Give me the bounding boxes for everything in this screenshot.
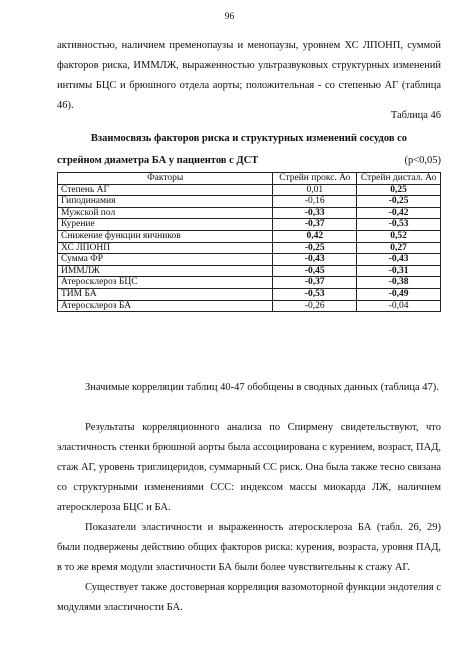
factor-cell: Атеросклероз БЦС bbox=[58, 277, 273, 289]
proximal-cell: 0,01 bbox=[273, 184, 357, 196]
distal-cell: -0,42 bbox=[357, 207, 441, 219]
table-row bbox=[58, 207, 441, 219]
factor-cell: Гиподинамия bbox=[58, 196, 273, 208]
table-row bbox=[58, 184, 441, 196]
distal-cell: -0,43 bbox=[357, 254, 441, 266]
table-row bbox=[58, 219, 441, 231]
page-number: 96 bbox=[224, 12, 235, 22]
table-row bbox=[58, 288, 441, 300]
spearman-paragraph: Результаты корреляционного анализа по Спирмену свидетельствуют, что эластичность стенки брюшной аорты была ассоциирована с курением, возраст, ПАД, стаж АГ, уровень триглицеридов, суммарный СС риск. Она была также тесно связана со структурными изменениями ССС: индексом массы миокарда ЛЖ, наличием атеросклероза БЦС и БА. bbox=[57, 422, 441, 513]
proximal-cell: -0,53 bbox=[273, 288, 357, 300]
table-caption: Таблица 46 bbox=[390, 110, 441, 121]
distal-cell: 0,27 bbox=[357, 242, 441, 254]
distal-cell: -0,38 bbox=[357, 277, 441, 289]
proximal-cell: -0,43 bbox=[273, 254, 357, 266]
distal-cell: 0,25 bbox=[357, 184, 441, 196]
distal-cell: -0,31 bbox=[357, 265, 441, 277]
table-row bbox=[58, 254, 441, 266]
proximal-cell: -0,16 bbox=[273, 196, 357, 208]
table-body bbox=[58, 184, 441, 312]
proximal-cell: -0,25 bbox=[273, 242, 357, 254]
factor-cell: Курение bbox=[58, 219, 273, 231]
factor-cell: ХС ЛПОНП bbox=[58, 242, 273, 254]
significance-note: (p<0,05) bbox=[404, 155, 441, 166]
factor-cell: ТИМ БА bbox=[58, 288, 273, 300]
factor-cell: Мужской пол bbox=[58, 207, 273, 219]
table-row bbox=[58, 230, 441, 242]
table-header-row bbox=[58, 173, 441, 185]
factor-cell: Сумма ФР bbox=[58, 254, 273, 266]
correlation-table bbox=[57, 172, 441, 312]
elasticity-paragraph: Показатели эластичности и выраженность атеросклероза БА (табл. 26, 29) были подвержены действию общих факторов риска: курения, возраста, уровня ПАД, в то же время модули эластичности БА были более чувствительны к стажу АГ. bbox=[57, 522, 441, 573]
header-factors: Факторы bbox=[58, 173, 273, 185]
table-row bbox=[58, 265, 441, 277]
header-proximal: Стрейн прокс. Ао bbox=[273, 173, 357, 185]
proximal-cell: -0,33 bbox=[273, 207, 357, 219]
table-title: Взаимосвязь факторов риска и структурных изменений сосудов со bbox=[90, 133, 408, 144]
distal-cell: -0,25 bbox=[357, 196, 441, 208]
endothelium-paragraph: Существует также достоверная корреляция вазомоторной функции эндотелия с модулями эластичности БА. bbox=[57, 582, 441, 613]
table-row bbox=[58, 300, 441, 312]
table-title-line2 bbox=[57, 155, 441, 166]
table-row bbox=[58, 277, 441, 289]
proximal-cell: -0,45 bbox=[273, 265, 357, 277]
proximal-cell: 0,42 bbox=[273, 230, 357, 242]
distal-cell: -0,49 bbox=[357, 288, 441, 300]
table-row bbox=[58, 196, 441, 208]
distal-cell: -0,04 bbox=[357, 300, 441, 312]
distal-cell: -0,53 bbox=[357, 219, 441, 231]
factor-cell: Снижение функции яичников bbox=[58, 230, 273, 242]
proximal-cell: -0,26 bbox=[273, 300, 357, 312]
proximal-cell: -0,37 bbox=[273, 219, 357, 231]
proximal-cell: -0,37 bbox=[273, 277, 357, 289]
intro-paragraph: активностью, наличием пременопаузы и менопаузы, уровнем ХС ЛПОНП, суммой факторов риска, ИММЛЖ, выраженностью ультразвуковых структурных изменений интимы БЦС и брюшного отдела аорты; положительная - со степенью АГ (таблица 46). bbox=[57, 40, 441, 111]
summary-paragraph: Значимые корреляции таблиц 40-47 обобщены в сводных данных (таблица 47). bbox=[85, 382, 439, 393]
factor-cell: ИММЛЖ bbox=[58, 265, 273, 277]
table-row bbox=[58, 242, 441, 254]
factor-cell: Атеросклероз БА bbox=[58, 300, 273, 312]
factor-cell: Степень АГ bbox=[58, 184, 273, 196]
header-distal: Стрейн дистал. Ао bbox=[357, 173, 441, 185]
distal-cell: 0,52 bbox=[357, 230, 441, 242]
table-title-continued: стрейном диаметра БА у пациентов с ДСТ bbox=[57, 155, 259, 166]
